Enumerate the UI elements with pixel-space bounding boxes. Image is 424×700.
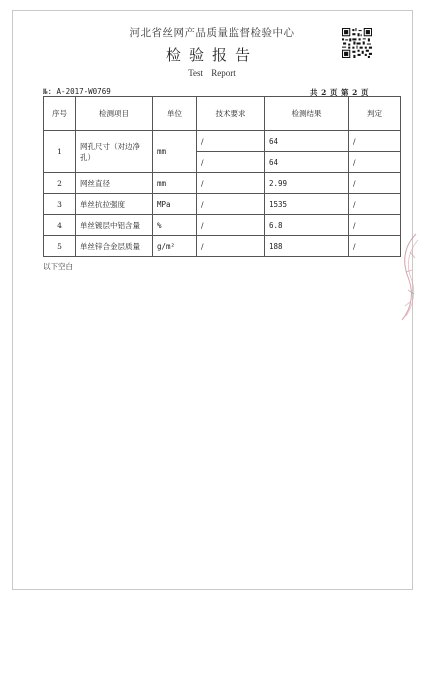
row-requirement: /	[197, 194, 265, 215]
table-row	[44, 194, 401, 215]
row-judgement: /	[349, 194, 401, 215]
results-table	[43, 96, 401, 257]
row-result: 1535	[265, 194, 349, 215]
row-number: 5	[44, 236, 76, 257]
row-judgement: /	[349, 173, 401, 194]
row-unit: MPa	[153, 194, 197, 215]
row-result: 2.99	[265, 173, 349, 194]
row-requirement: /	[197, 236, 265, 257]
table-row	[44, 131, 401, 152]
row-judgement: /	[349, 236, 401, 257]
header-unit: 单位	[153, 97, 197, 131]
header-requirement: 技术要求	[197, 97, 265, 131]
row-item: 单丝抗拉强度	[76, 194, 153, 215]
row-requirement: /	[197, 215, 265, 236]
row-requirement: /	[197, 131, 265, 152]
row-judgement: /	[349, 131, 401, 152]
row-judgement: /	[349, 152, 401, 173]
page-count: 共 2 页 第 2 页	[310, 88, 369, 97]
row-result: 64	[265, 131, 349, 152]
report-title: 检验报告	[165, 46, 258, 64]
row-number: 1	[44, 131, 76, 173]
row-item: 网孔尺寸（对边净孔）	[76, 131, 153, 173]
qr-code-icon	[342, 28, 372, 58]
row-number: 2	[44, 173, 76, 194]
table-row	[44, 215, 401, 236]
table-row	[44, 173, 401, 194]
row-result: 64	[265, 152, 349, 173]
blank-below-note: 以下空白	[43, 262, 73, 271]
row-requirement: /	[197, 173, 265, 194]
row-unit: mm	[153, 173, 197, 194]
report-number: №: A-2017-W0769	[43, 87, 111, 96]
row-unit: mm	[153, 131, 197, 173]
row-number: 4	[44, 215, 76, 236]
table-header-row	[44, 97, 401, 131]
row-unit: %	[153, 215, 197, 236]
row-item: 单丝锌合金层质量	[76, 236, 153, 257]
header-result: 检测结果	[265, 97, 349, 131]
header-no: 序号	[44, 97, 76, 131]
row-item: 网丝直径	[76, 173, 153, 194]
header-judgement: 判定	[349, 97, 401, 131]
row-number: 3	[44, 194, 76, 215]
table-row	[44, 236, 401, 257]
row-item: 单丝镀层中铝含量	[76, 215, 153, 236]
organization-name: 河北省丝网产品质量监督检验中心	[129, 27, 295, 39]
report-title-english: Test Report	[188, 68, 236, 78]
row-result: 6.8	[265, 215, 349, 236]
row-result: 188	[265, 236, 349, 257]
row-requirement: /	[197, 152, 265, 173]
header-item: 检测项目	[76, 97, 153, 131]
row-judgement: /	[349, 215, 401, 236]
row-unit: g/m²	[153, 236, 197, 257]
seam-stamp	[396, 232, 420, 322]
